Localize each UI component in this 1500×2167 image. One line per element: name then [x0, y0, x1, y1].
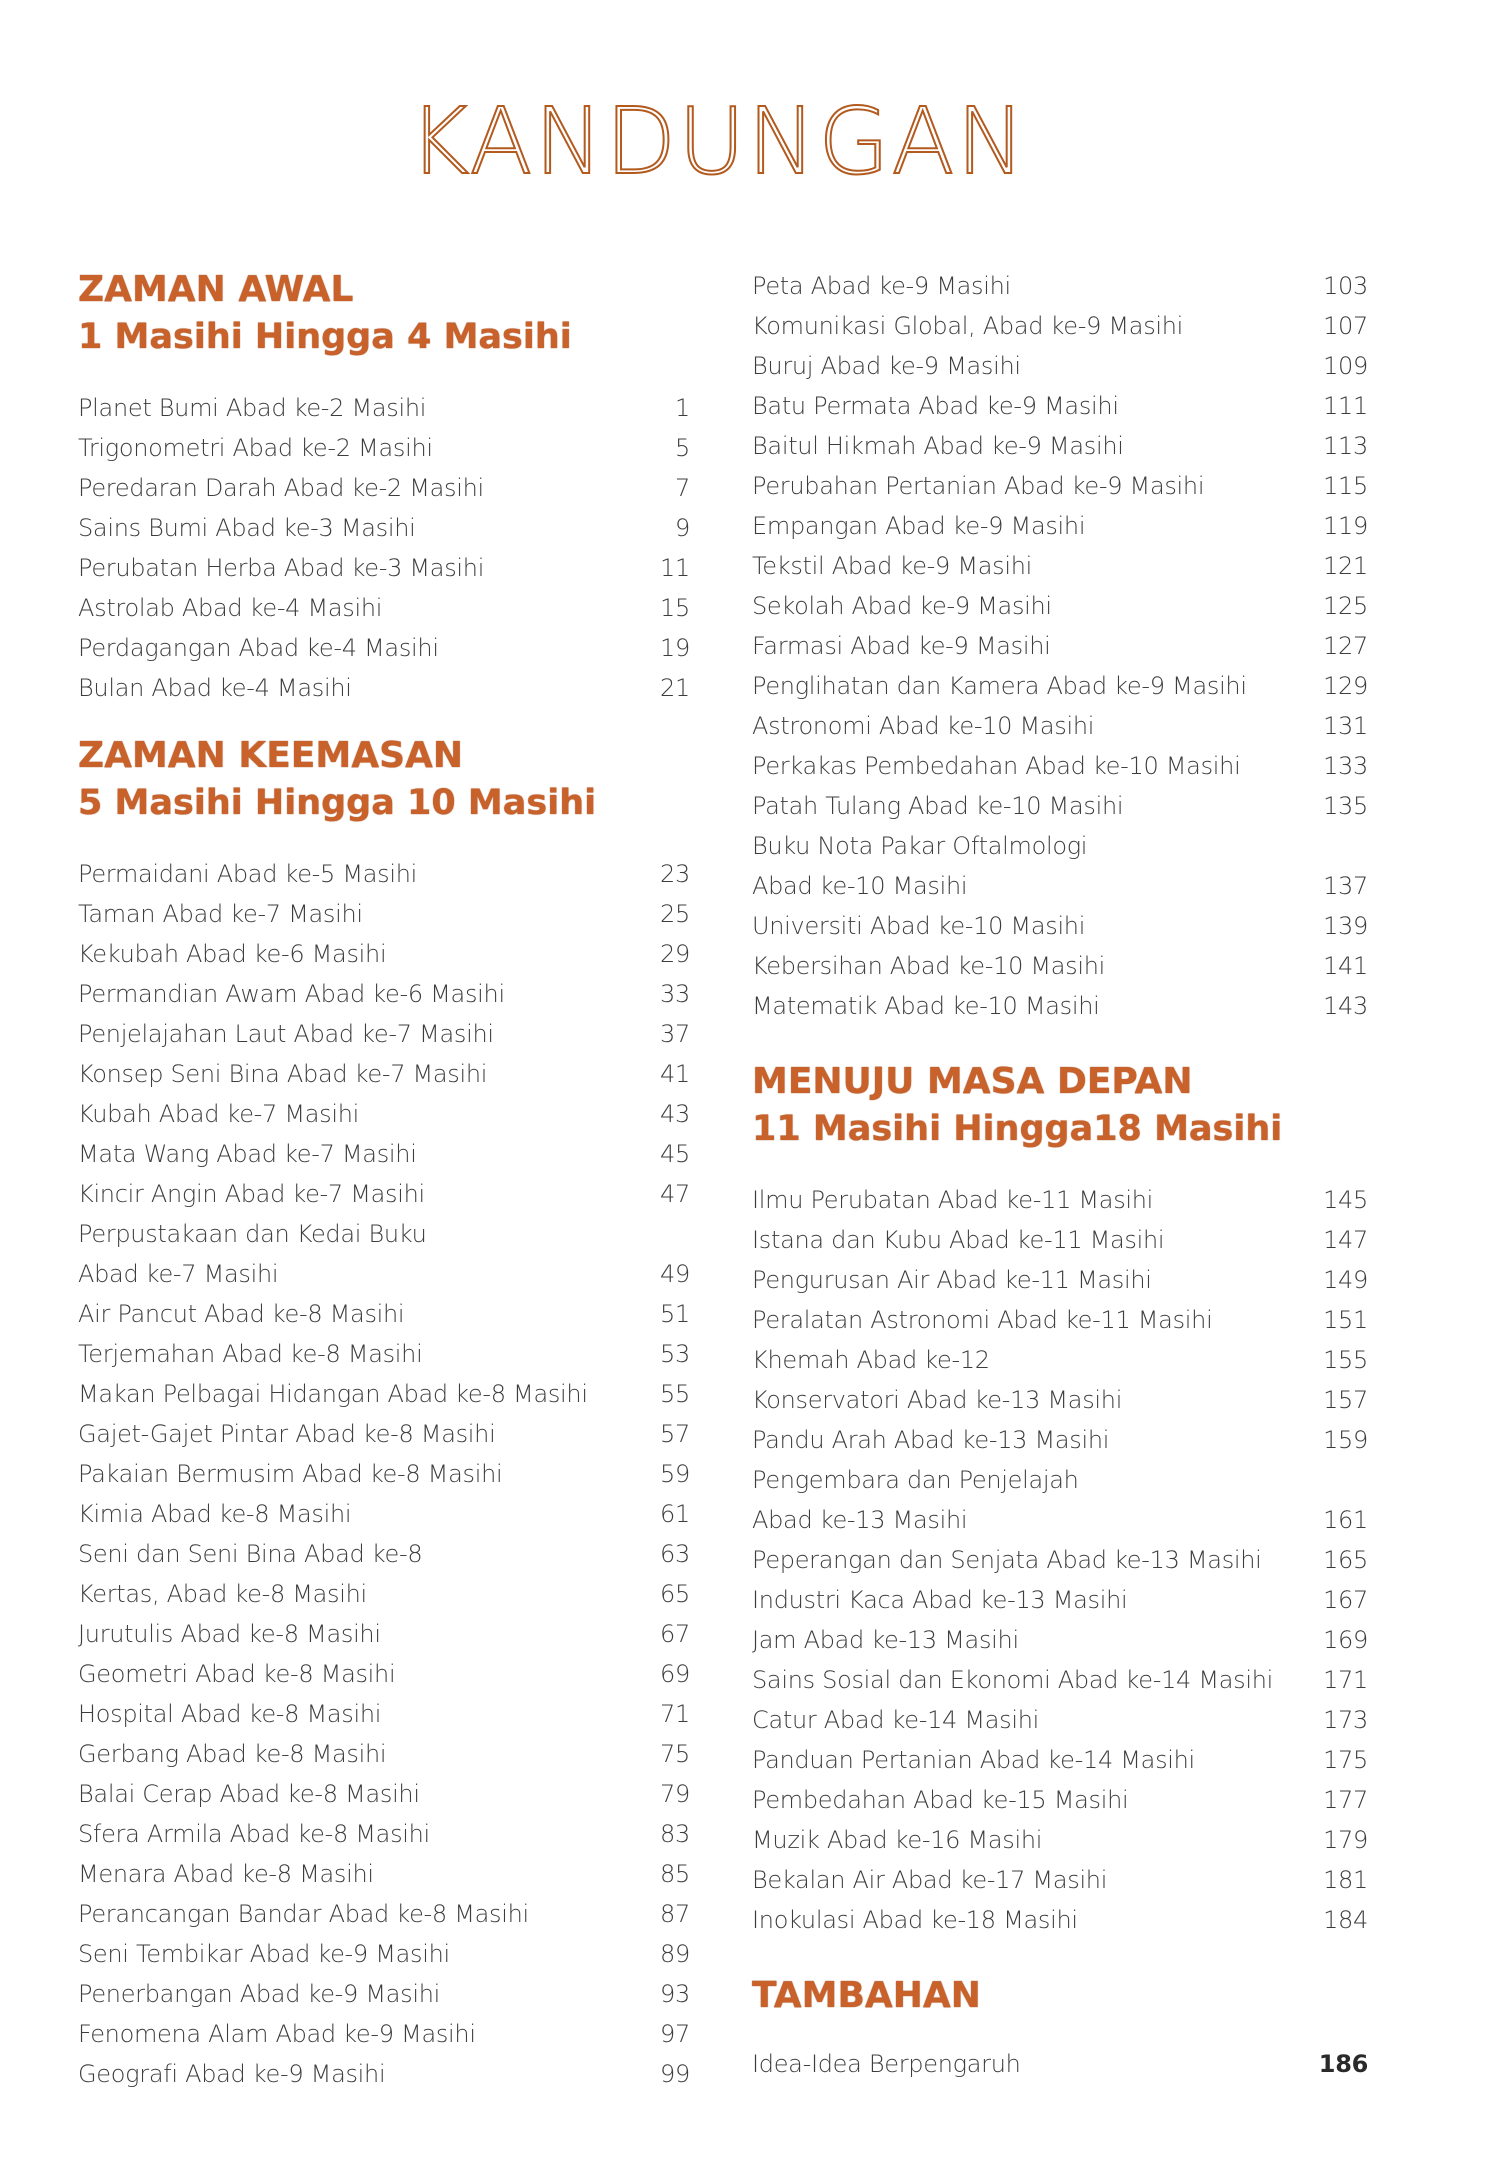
entry-title: Abad ke-7 Masihi [78, 1260, 279, 1288]
entry-title: Idea-Idea Berpengaruh [752, 2050, 1021, 2078]
toc-entry[interactable] [78, 668, 690, 708]
entry-title: Perdagangan Abad ke-4 Masihi [78, 634, 439, 662]
entry-title: Menara Abad ke-8 Masihi [78, 1860, 374, 1888]
entry-page-number: 133 [1323, 752, 1368, 780]
toc-entry[interactable] [78, 508, 690, 548]
entry-page-number: 173 [1323, 1706, 1368, 1734]
entry-title: Fenomena Alam Abad ke-9 Masihi [78, 2020, 476, 2048]
entry-page-number: 115 [1323, 472, 1368, 500]
entry-page-number: 59 [660, 1460, 690, 1488]
entry-page-number: 7 [675, 474, 690, 502]
entry-title: Geometri Abad ke-8 Masihi [78, 1660, 396, 1688]
toc-entry[interactable] [78, 1734, 690, 1774]
entry-title: Empangan Abad ke-9 Masihi [752, 512, 1086, 540]
entry-page-number: 37 [660, 1020, 690, 1048]
entry-page-number: 61 [660, 1500, 690, 1528]
entry-title: Gerbang Abad ke-8 Masihi [78, 1740, 387, 1768]
entry-page-number: 151 [1323, 1306, 1368, 1334]
toc-entry[interactable] [78, 1334, 690, 1374]
toc-list [78, 854, 690, 2094]
entry-title: Kertas, Abad ke-8 Masihi [78, 1580, 367, 1608]
entry-page-number: 99 [660, 2060, 690, 2088]
entry-title: Kincir Angin Abad ke-7 Masihi [78, 1180, 425, 1208]
entry-title: Astronomi Abad ke-10 Masihi [752, 712, 1095, 740]
section-zaman-keemasan [78, 734, 690, 2094]
entry-title: Pengurusan Air Abad ke-11 Masihi [752, 1266, 1152, 1294]
section-zaman-awal [78, 268, 690, 708]
entry-title: Bekalan Air Abad ke-17 Masihi [752, 1866, 1108, 1894]
entry-title: Permaidani Abad ke-5 Masihi [78, 860, 417, 888]
toc-entry[interactable] [78, 1854, 690, 1894]
entry-page-number: 125 [1323, 592, 1368, 620]
section-title: MENUJU MASA DEPAN [752, 1061, 1193, 1102]
entry-page-number: 135 [1323, 792, 1368, 820]
entry-title: Astrolab Abad ke-4 Masihi [78, 594, 383, 622]
entry-title: Tekstil Abad ke-9 Masihi [752, 552, 1032, 580]
toc-entry[interactable] [752, 746, 1368, 786]
entry-title: Industri Kaca Abad ke-13 Masihi [752, 1586, 1128, 1614]
toc-entry[interactable] [752, 1620, 1368, 1660]
entry-title: Planet Bumi Abad ke-2 Masihi [78, 394, 427, 422]
section-period: 11 Masihi Hingga18 Masihi [752, 1109, 1283, 1149]
toc-entry[interactable] [752, 546, 1368, 586]
entry-title: Gajet-Gajet Pintar Abad ke-8 Masihi [78, 1420, 496, 1448]
entry-page-number: 131 [1323, 712, 1368, 740]
entry-title: Universiti Abad ke-10 Masihi [752, 912, 1086, 940]
entry-title: Penjelajahan Laut Abad ke-7 Masihi [78, 1020, 494, 1048]
entry-page-number: 25 [660, 900, 690, 928]
entry-title: Istana dan Kubu Abad ke-11 Masihi [752, 1226, 1165, 1254]
toc-entry[interactable] [78, 1174, 690, 1214]
entry-title: Seni dan Seni Bina Abad ke-8 [78, 1540, 423, 1568]
entry-page-number: 147 [1323, 1226, 1368, 1254]
toc-entry[interactable] [752, 786, 1368, 826]
entry-title: Buruj Abad ke-9 Masihi [752, 352, 1021, 380]
toc-entry[interactable] [78, 1974, 690, 2014]
entry-title: Panduan Pertanian Abad ke-14 Masihi [752, 1746, 1195, 1774]
page-title: KANDUNGAN [408, 88, 1028, 195]
entry-page-number: 137 [1323, 872, 1368, 900]
entry-title: Balai Cerap Abad ke-8 Masihi [78, 1780, 420, 1808]
entry-page-number: 127 [1323, 632, 1368, 660]
entry-page-number: 93 [660, 1980, 690, 2008]
entry-page-number: 55 [660, 1380, 690, 1408]
entry-title: Konservatori Abad ke-13 Masihi [752, 1386, 1123, 1414]
toc-entry[interactable] [78, 1414, 690, 1454]
toc-entry[interactable] [752, 1780, 1368, 1820]
toc-entry[interactable] [752, 386, 1368, 426]
entry-page-number: 145 [1323, 1186, 1368, 1214]
entry-page-number: 57 [660, 1420, 690, 1448]
entry-page-number: 5 [675, 434, 690, 462]
entry-title: Seni Tembikar Abad ke-9 Masihi [78, 1940, 450, 1968]
toc-entry[interactable] [752, 946, 1368, 986]
toc-entry[interactable] [78, 428, 690, 468]
entry-page-number: 69 [660, 1660, 690, 1688]
entry-title: Komunikasi Global, Abad ke-9 Masihi [752, 312, 1184, 340]
entry-title: Terjemahan Abad ke-8 Masihi [78, 1340, 423, 1368]
entry-title: Jurutulis Abad ke-8 Masihi [78, 1620, 381, 1648]
entry-page-number: 169 [1323, 1626, 1368, 1654]
entry-title: Permandian Awam Abad ke-6 Masihi [78, 980, 505, 1008]
entry-page-number: 179 [1323, 1826, 1368, 1854]
toc-entry[interactable] [78, 588, 690, 628]
toc-entry[interactable] [752, 1900, 1368, 1940]
entry-page-number: 139 [1323, 912, 1368, 940]
entry-title: Peralatan Astronomi Abad ke-11 Masihi [752, 1306, 1213, 1334]
entry-title: Khemah Abad ke-12 [752, 1346, 990, 1374]
entry-page-number: 111 [1323, 392, 1368, 420]
entry-page-number: 167 [1323, 1586, 1368, 1614]
entry-title: Perancangan Bandar Abad ke-8 Masihi [78, 1900, 529, 1928]
entry-page-number: 107 [1323, 312, 1368, 340]
toc-entry[interactable] [78, 1774, 690, 1814]
entry-title: Peta Abad ke-9 Masihi [752, 272, 1011, 300]
toc-entry[interactable] [78, 1894, 690, 1934]
toc-entry[interactable] [752, 1300, 1368, 1340]
toc-entry[interactable] [78, 1614, 690, 1654]
toc-entry[interactable] [78, 1934, 690, 1974]
toc-entry[interactable] [78, 1094, 690, 1134]
entry-title: Perpustakaan dan Kedai Buku [78, 1220, 427, 1248]
entry-title: Perkakas Pembedahan Abad ke-10 Masihi [752, 752, 1241, 780]
entry-page-number: 149 [1323, 1266, 1368, 1294]
entry-page-number: 157 [1323, 1386, 1368, 1414]
toc-entry[interactable] [752, 1500, 1368, 1540]
toc-list [78, 388, 690, 708]
toc-entry[interactable] [78, 1134, 690, 1174]
entry-title: Baitul Hikmah Abad ke-9 Masihi [752, 432, 1124, 460]
entry-title: Sains Bumi Abad ke-3 Masihi [78, 514, 416, 542]
section-tambahan [752, 1974, 1368, 2084]
entry-page-number: 21 [660, 674, 690, 702]
entry-page-number: 186 [1318, 2050, 1368, 2078]
entry-page-number: 85 [660, 1860, 690, 1888]
section-heading [752, 1974, 1368, 2022]
entry-page-number: 45 [660, 1140, 690, 1168]
entry-page-number: 15 [660, 594, 690, 622]
entry-page-number: 83 [660, 1820, 690, 1848]
toc-entry[interactable] [78, 1534, 690, 1574]
entry-title: Ilmu Perubatan Abad ke-11 Masihi [752, 1186, 1154, 1214]
entry-page-number: 71 [660, 1700, 690, 1728]
toc-list [752, 1180, 1368, 1940]
entry-title: Farmasi Abad ke-9 Masihi [752, 632, 1051, 660]
entry-page-number: 103 [1323, 272, 1368, 300]
entry-title: Kubah Abad ke-7 Masihi [78, 1100, 359, 1128]
entry-page-number: 119 [1323, 512, 1368, 540]
entry-title: Catur Abad ke-14 Masihi [752, 1706, 1040, 1734]
entry-page-number: 63 [660, 1540, 690, 1568]
section-heading [78, 268, 690, 368]
toc-entry[interactable] [752, 1380, 1368, 1420]
entry-page-number: 9 [675, 514, 690, 542]
toc-entry[interactable] [78, 974, 690, 1014]
entry-page-number: 53 [660, 1340, 690, 1368]
toc-entry[interactable] [752, 866, 1368, 906]
toc-entry[interactable] [752, 266, 1368, 306]
toc-entry[interactable] [78, 388, 690, 428]
toc-entry[interactable] [78, 1814, 690, 1854]
entry-page-number: 11 [660, 554, 690, 582]
toc-entry[interactable] [752, 1700, 1368, 1740]
toc-entry[interactable] [752, 1860, 1368, 1900]
toc-entry[interactable] [752, 1460, 1368, 1500]
toc-entry[interactable] [752, 906, 1368, 946]
toc-entry[interactable] [78, 1374, 690, 1414]
entry-title: Penglihatan dan Kamera Abad ke-9 Masihi [752, 672, 1247, 700]
entry-title: Kimia Abad ke-8 Masihi [78, 1500, 352, 1528]
toc-entry[interactable] [78, 628, 690, 668]
entry-page-number: 43 [660, 1100, 690, 1128]
entry-page-number: 109 [1323, 352, 1368, 380]
section-menuju-masa-depan [752, 1060, 1368, 1940]
entry-page-number: 143 [1323, 992, 1368, 1020]
entry-page-number: 79 [660, 1780, 690, 1808]
entry-page-number: 1 [675, 394, 690, 422]
entry-page-number: 121 [1323, 552, 1368, 580]
entry-page-number: 171 [1323, 1666, 1368, 1694]
toc-entry[interactable] [752, 1340, 1368, 1380]
toc-entry[interactable] [752, 426, 1368, 466]
toc-entry[interactable] [78, 548, 690, 588]
entry-page-number: 41 [660, 1060, 690, 1088]
toc-entry[interactable] [78, 468, 690, 508]
entry-page-number: 29 [660, 940, 690, 968]
toc-list [752, 2044, 1368, 2084]
entry-page-number: 155 [1323, 1346, 1368, 1374]
toc-left-column [78, 268, 690, 2094]
entry-title: Buku Nota Pakar Oftalmologi [752, 832, 1088, 860]
toc-entry[interactable] [78, 1494, 690, 1534]
entry-title: Bulan Abad ke-4 Masihi [78, 674, 352, 702]
entry-title: Pandu Arah Abad ke-13 Masihi [752, 1426, 1110, 1454]
entry-page-number: 141 [1323, 952, 1368, 980]
entry-title: Patah Tulang Abad ke-10 Masihi [752, 792, 1124, 820]
entry-page-number: 47 [660, 1180, 690, 1208]
entry-page-number: 159 [1323, 1426, 1368, 1454]
entry-title: Hospital Abad ke-8 Masihi [78, 1700, 382, 1728]
entry-page-number: 19 [660, 634, 690, 662]
section-period: 1 Masihi Hingga 4 Masihi [78, 317, 572, 357]
entry-title: Inokulasi Abad ke-18 Masihi [752, 1906, 1078, 1934]
toc-entry[interactable] [78, 854, 690, 894]
section-title: TAMBAHAN [752, 1975, 981, 2016]
section-heading [752, 1060, 1368, 1160]
toc-entry[interactable] [752, 306, 1368, 346]
toc-entry[interactable] [752, 1540, 1368, 1580]
toc-entry[interactable] [78, 1254, 690, 1294]
entry-title: Makan Pelbagai Hidangan Abad ke-8 Masihi [78, 1380, 588, 1408]
toc-entry[interactable] [78, 1654, 690, 1694]
entry-page-number: 165 [1323, 1546, 1368, 1574]
toc-entry[interactable] [752, 506, 1368, 546]
toc-entry[interactable] [78, 1694, 690, 1734]
entry-title: Taman Abad ke-7 Masihi [78, 900, 363, 928]
entry-page-number: 51 [660, 1300, 690, 1328]
entry-page-number: 49 [660, 1260, 690, 1288]
entry-title: Sekolah Abad ke-9 Masihi [752, 592, 1052, 620]
entry-title: Perubatan Herba Abad ke-3 Masihi [78, 554, 485, 582]
entry-title: Jam Abad ke-13 Masihi [752, 1626, 1019, 1654]
entry-page-number: 67 [660, 1620, 690, 1648]
entry-page-number: 113 [1323, 432, 1368, 460]
entry-title: Peperangan dan Senjata Abad ke-13 Masihi [752, 1546, 1262, 1574]
entry-title: Kebersihan Abad ke-10 Masihi [752, 952, 1106, 980]
toc-entry[interactable] [752, 466, 1368, 506]
toc-entry[interactable] [752, 1220, 1368, 1260]
entry-title: Konsep Seni Bina Abad ke-7 Masihi [78, 1060, 488, 1088]
toc-entry[interactable] [78, 1214, 690, 1254]
entry-title: Abad ke-13 Masihi [752, 1506, 968, 1534]
toc-entry[interactable] [78, 1054, 690, 1094]
entry-title: Muzik Abad ke-16 Masihi [752, 1826, 1043, 1854]
entry-title: Penerbangan Abad ke-9 Masihi [78, 1980, 440, 2008]
entry-title: Sains Sosial dan Ekonomi Abad ke-14 Masihi [752, 1666, 1274, 1694]
toc-entry[interactable] [78, 1454, 690, 1494]
toc-entry[interactable] [752, 706, 1368, 746]
entry-title: Trigonometri Abad ke-2 Masihi [78, 434, 433, 462]
section-title: ZAMAN KEEMASAN [78, 735, 463, 776]
entry-page-number: 87 [660, 1900, 690, 1928]
entry-title: Geografi Abad ke-9 Masihi [78, 2060, 386, 2088]
section-title: ZAMAN AWAL [78, 269, 354, 310]
section-heading [78, 734, 690, 834]
entry-title: Pembedahan Abad ke-15 Masihi [752, 1786, 1129, 1814]
toc-entry[interactable] [752, 1580, 1368, 1620]
entry-page-number: 181 [1323, 1866, 1368, 1894]
toc-entry[interactable] [752, 826, 1368, 866]
entry-page-number: 177 [1323, 1786, 1368, 1814]
toc-entry[interactable] [78, 894, 690, 934]
entry-page-number: 175 [1323, 1746, 1368, 1774]
toc-entry[interactable] [752, 1660, 1368, 1700]
toc-entry[interactable] [752, 1180, 1368, 1220]
toc-entry[interactable] [752, 666, 1368, 706]
entry-page-number: 33 [660, 980, 690, 1008]
entry-title: Abad ke-10 Masihi [752, 872, 968, 900]
toc-entry[interactable] [752, 626, 1368, 666]
entry-title: Perubahan Pertanian Abad ke-9 Masihi [752, 472, 1205, 500]
entry-page-number: 65 [660, 1580, 690, 1608]
section-period: 5 Masihi Hingga 10 Masihi [78, 783, 597, 823]
toc-right-column [752, 266, 1368, 2084]
entry-page-number: 129 [1323, 672, 1368, 700]
entry-page-number: 23 [660, 860, 690, 888]
toc-entry[interactable] [752, 1420, 1368, 1460]
toc-entry[interactable] [752, 1260, 1368, 1300]
toc-entry[interactable] [78, 1294, 690, 1334]
toc-entry[interactable] [78, 1574, 690, 1614]
entry-title: Kekubah Abad ke-6 Masihi [78, 940, 387, 968]
entry-title: Pakaian Bermusim Abad ke-8 Masihi [78, 1460, 503, 1488]
entry-title: Air Pancut Abad ke-8 Masihi [78, 1300, 405, 1328]
entry-title: Sfera Armila Abad ke-8 Masihi [78, 1820, 430, 1848]
entry-title: Mata Wang Abad ke-7 Masihi [78, 1140, 417, 1168]
toc-entry[interactable] [752, 1820, 1368, 1860]
entry-page-number: 184 [1323, 1906, 1368, 1934]
toc-entry[interactable] [78, 1014, 690, 1054]
toc-entry[interactable] [752, 2044, 1368, 2084]
toc-entry[interactable] [78, 934, 690, 974]
toc-entry[interactable] [752, 346, 1368, 386]
toc-entry[interactable] [752, 1740, 1368, 1780]
toc-entry[interactable] [752, 586, 1368, 626]
toc-entry[interactable] [78, 2014, 690, 2054]
entry-title: Peredaran Darah Abad ke-2 Masihi [78, 474, 484, 502]
toc-entry[interactable] [752, 986, 1368, 1026]
entry-page-number: 97 [660, 2020, 690, 2048]
entry-page-number: 89 [660, 1940, 690, 1968]
entry-page-number: 161 [1323, 1506, 1368, 1534]
entry-title: Pengembara dan Penjelajah [752, 1466, 1079, 1494]
entry-title: Batu Permata Abad ke-9 Masihi [752, 392, 1119, 420]
toc-entry[interactable] [78, 2054, 690, 2094]
toc-list-continued [752, 266, 1368, 1026]
entry-title: Matematik Abad ke-10 Masihi [752, 992, 1100, 1020]
entry-page-number: 75 [660, 1740, 690, 1768]
